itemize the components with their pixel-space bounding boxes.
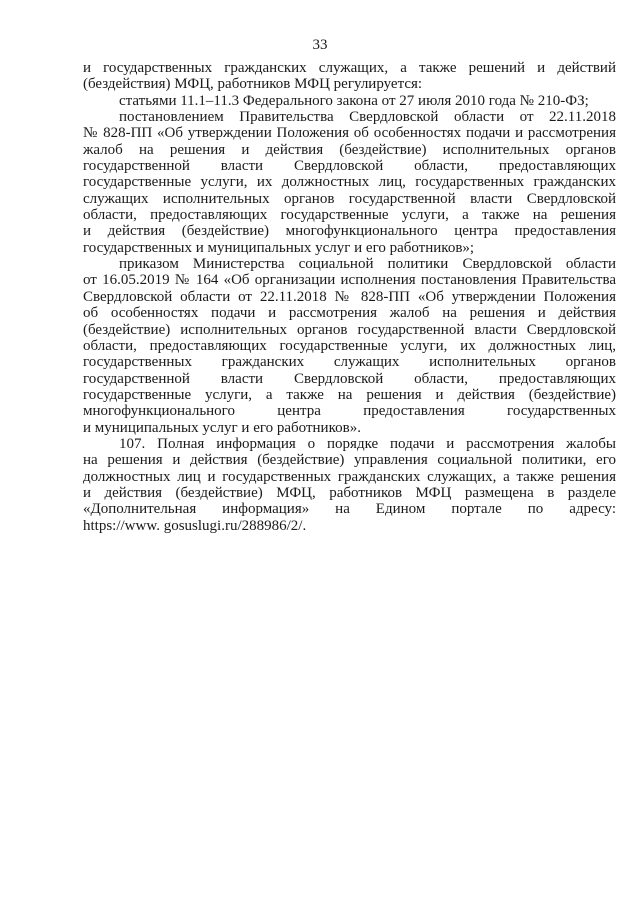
text-line: государственной власти Свердловской области, предоставляющих [83,370,616,387]
text-line: и государственных гражданских служащих, а также решений и действий [83,60,616,76]
text-line: приказом Министерства социальной политики Свердловской области [119,256,616,273]
document-body [83,60,616,534]
text-line: от 16.05.2019 № 164 «Об организации исполнения постановления Правительства [83,272,616,289]
text-line: https://www. gosuslugi.ru/288986/2/. [83,517,307,534]
text-line: и действия (бездействие) МФЦ, работников МФЦ размещена в разделе [83,484,616,501]
text-line: государственных гражданских служащих исполнительных органов [83,354,616,371]
text-line: государственной власти Свердловской области, предоставляющих [83,158,616,175]
text-line: многофункционального центра предоставления государственных [83,403,616,420]
text-line: 107. Полная информация о порядке подачи и рассмотрения жалобы [119,435,616,452]
text-line: (бездействия) МФЦ, работников МФЦ регулируется: [83,76,423,93]
text-line: жалоб на решения и действия (бездействие) исполнительных органов [83,141,616,158]
text-line: № 828-ПП «Об утверждении Положения об особенностях подачи и рассмотрения [83,125,616,142]
text-line: государственные услуги, а также на решения и действия (бездействие) [83,386,616,403]
text-line: и действия (бездействие) многофункционального центра предоставления [83,223,616,240]
text-line: на решения и действия (бездействие) управления социальной политики, его [83,452,616,469]
text-line: служащих исполнительных органов государственной власти Свердловской [83,190,616,207]
text-line: должностных лиц и государственных гражданских служащих, а также решения [83,468,616,485]
text-line: области, предоставляющих государственные услуги, а также на решения [83,207,616,224]
text-line: постановлением Правительства Свердловской области от 22.11.2018 [119,109,616,126]
text-line: Свердловской области от 22.11.2018 № 828-ПП «Об утверждении Положения [83,288,616,305]
text-line: государственных и муниципальных услуг и его работников»; [83,239,475,256]
text-line: «Дополнительная информация» на Едином портале по адресу: [83,501,616,518]
text-line: об особенностях подачи и рассмотрения жалоб на решения и действия [83,305,616,322]
text-line: и муниципальных услуг и его работников». [83,419,361,436]
text-line: государственные услуги, их должностных лиц, государственных гражданских [83,174,616,191]
page-number: 33 [312,37,328,53]
text-line: области, предоставляющих государственные услуги, их должностных лиц, [83,337,616,354]
text-line: статьями 11.1–11.3 Федерального закона от 27 июля 2010 года № 210-ФЗ; [119,92,589,109]
text-line: (бездействие) исполнительных органов государственной власти Свердловской [83,321,616,338]
